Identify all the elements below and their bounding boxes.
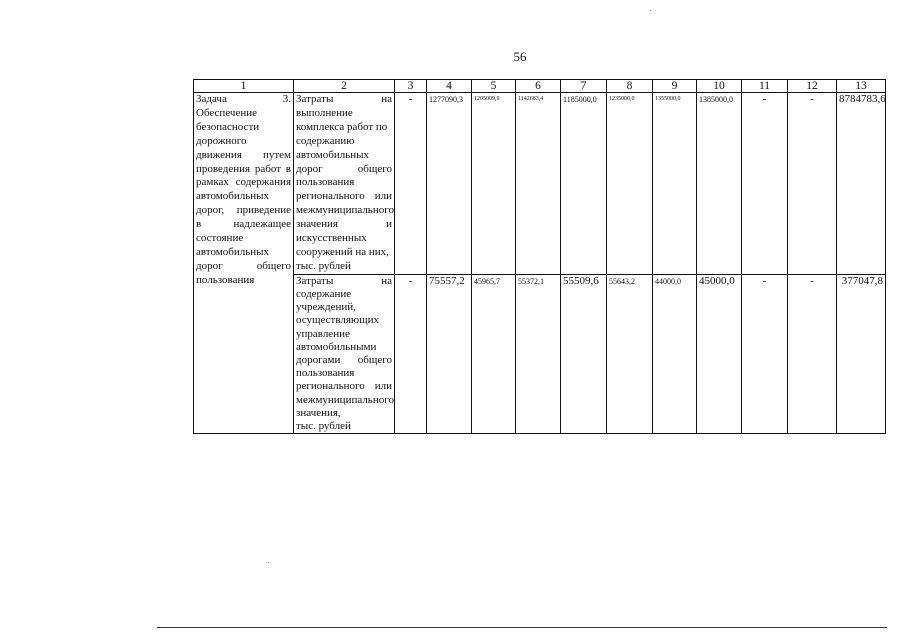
cost-line: осуществляющих xyxy=(296,314,379,327)
value-cell: 55372,1 xyxy=(516,274,561,433)
task-line: автомобильных xyxy=(196,190,269,203)
header-cell: 6 xyxy=(516,80,561,93)
value-cell: 1355000,0 xyxy=(653,93,697,275)
cost-line: значения и xyxy=(296,218,392,231)
value-cell: 45965,7 xyxy=(472,274,516,433)
cost-line: сооружений на них, xyxy=(296,245,389,258)
cost-line: регионального или xyxy=(296,190,392,203)
header-cell: 9 xyxy=(653,80,697,93)
task-line: состояние xyxy=(196,232,244,245)
task-line: Обеспечение xyxy=(196,106,257,119)
header-cell: 13 xyxy=(837,80,886,93)
value-cell: 1205009,9 xyxy=(472,93,516,275)
cost-line: пользования xyxy=(296,176,355,189)
cost-line: пользования xyxy=(296,367,355,380)
header-cell: 10 xyxy=(697,80,742,93)
header-row xyxy=(194,80,886,93)
cost-line: комплекса работ по xyxy=(296,120,388,133)
cost-line: управление xyxy=(296,327,350,340)
table-row xyxy=(194,93,886,275)
footer-rule xyxy=(157,627,887,628)
scan-speck xyxy=(268,562,269,563)
task-line: дорог общего xyxy=(196,259,291,272)
cost-line: тыс. рублей xyxy=(296,259,351,272)
cost-line: Затраты на xyxy=(296,93,392,105)
value-cell-col11: - xyxy=(742,93,788,275)
header-cell: 1 xyxy=(194,80,294,93)
value-cell: 1185000,0 xyxy=(561,93,607,275)
cost-line: значения, xyxy=(296,406,341,419)
header-cell: 3 xyxy=(395,80,427,93)
task-line: безопасности xyxy=(196,120,260,133)
cost-line: выполнение xyxy=(296,106,353,119)
value-cell: 1142683,4 xyxy=(516,93,561,275)
cost-line: межмуниципального xyxy=(296,204,394,217)
cost-line: регионального или xyxy=(296,380,392,393)
total-cell: 377047,8 xyxy=(837,274,886,433)
cost-line: межмуниципального xyxy=(296,393,394,406)
value-cell-col11: - xyxy=(742,274,788,433)
scan-speck xyxy=(650,10,651,11)
table-row xyxy=(194,274,886,433)
value-cell-col3: - xyxy=(395,93,427,275)
header-cell: 2 xyxy=(294,80,395,93)
cost-line: автомобильных xyxy=(296,148,369,161)
budget-table xyxy=(193,79,886,434)
task-description-cell xyxy=(194,93,294,434)
value-cell: 1385000,0 xyxy=(697,93,742,275)
cost-line: искусственных xyxy=(296,232,367,245)
page-number: 56 xyxy=(513,49,527,64)
task-line: пользования xyxy=(196,273,255,286)
total-cell: 8784783,6 xyxy=(837,93,886,275)
header-cell: 4 xyxy=(427,80,472,93)
value-cell: 75557,2 xyxy=(427,274,472,433)
cost-line: Затраты на xyxy=(296,274,392,287)
cost-line: учреждений, xyxy=(296,301,356,314)
header-cell: 5 xyxy=(472,80,516,93)
value-cell-col12: - xyxy=(788,274,837,433)
task-line: Задача 3. xyxy=(196,93,291,105)
task-line: рамках содержания xyxy=(196,176,291,189)
value-cell-col3: - xyxy=(395,274,427,433)
cost-line: тыс. рублей xyxy=(296,420,351,433)
value-cell: 55509,6 xyxy=(561,274,607,433)
cost-line: дорогами общего xyxy=(296,354,392,366)
value-cell: 55643,2 xyxy=(607,274,653,433)
cost-description-cell xyxy=(294,93,395,275)
value-cell: 44000,0 xyxy=(653,274,697,433)
task-line: движения путем xyxy=(196,148,291,161)
header-cell: 8 xyxy=(607,80,653,93)
task-line: дорожного xyxy=(196,134,247,147)
task-line: дорог, приведение xyxy=(196,204,291,217)
task-line: в надлежащее xyxy=(196,218,291,231)
cost-line: содержанию xyxy=(296,134,355,147)
cost-line: содержание xyxy=(296,287,352,300)
value-cell-col12: - xyxy=(788,93,837,275)
cost-line: дорог общего xyxy=(296,162,392,175)
header-cell: 12 xyxy=(788,80,837,93)
value-cell: 1235000,0 xyxy=(607,93,653,275)
task-line: проведения работ в xyxy=(196,162,291,175)
task-line: автомобильных xyxy=(196,245,269,258)
header-cell: 11 xyxy=(742,80,788,93)
header-cell: 7 xyxy=(561,80,607,93)
value-cell: 1277090,3 xyxy=(427,93,472,275)
value-cell: 45000,0 xyxy=(697,274,742,433)
cost-line: автомобильными xyxy=(296,340,377,353)
cost-description-cell xyxy=(294,274,395,433)
